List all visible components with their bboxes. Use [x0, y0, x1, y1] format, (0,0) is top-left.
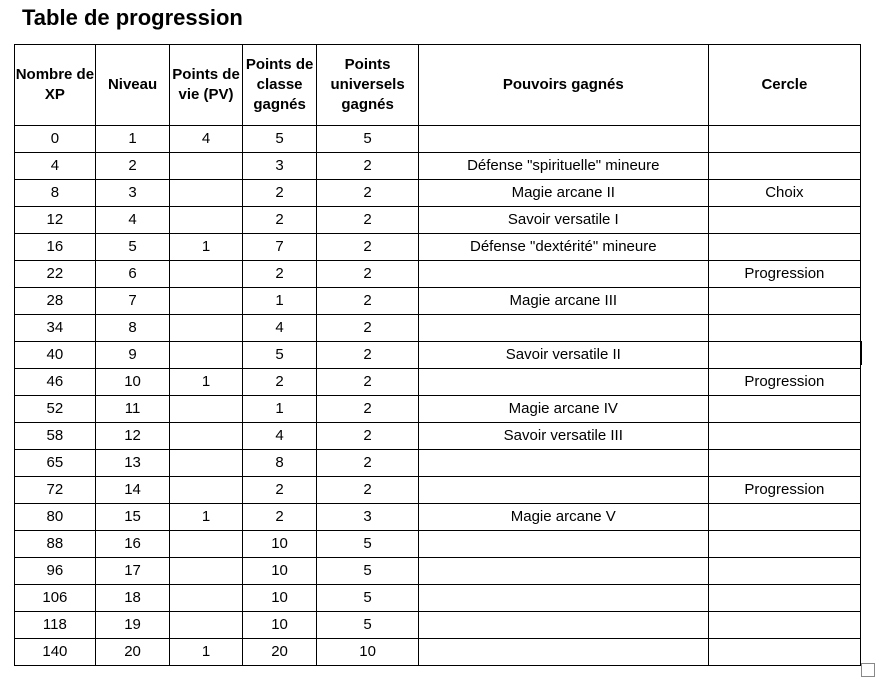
cell-cercle: [708, 585, 860, 612]
cell-xp: 140: [15, 639, 96, 666]
cell-xp: 34: [15, 315, 96, 342]
cell-pv: [170, 558, 242, 585]
cell-pv: 4: [170, 126, 242, 153]
table-row: [15, 477, 861, 504]
cell-pv: [170, 288, 242, 315]
cell-xp: 96: [15, 558, 96, 585]
cell-cercle: [708, 531, 860, 558]
cell-cercle: Progression: [708, 261, 860, 288]
cell-niveau: 2: [95, 153, 170, 180]
cell-xp: 8: [15, 180, 96, 207]
cell-pv: 1: [170, 639, 242, 666]
cell-cercle: [708, 342, 860, 369]
cell-classe: 2: [242, 261, 317, 288]
cell-pouvoir: [418, 639, 708, 666]
cell-niveau: 8: [95, 315, 170, 342]
cell-xp: 65: [15, 450, 96, 477]
table-row: [15, 126, 861, 153]
table-row: [15, 612, 861, 639]
cell-universels: 2: [317, 396, 418, 423]
cell-niveau: 19: [95, 612, 170, 639]
cell-pv: [170, 423, 242, 450]
cell-universels: 2: [317, 369, 418, 396]
cell-cercle: [708, 126, 860, 153]
cell-cercle: [708, 315, 860, 342]
cell-niveau: 6: [95, 261, 170, 288]
table-row: [15, 369, 861, 396]
cell-pv: [170, 261, 242, 288]
header-niveau: Niveau: [95, 45, 170, 126]
table-row: [15, 531, 861, 558]
cell-pv: 1: [170, 504, 242, 531]
cell-xp: 106: [15, 585, 96, 612]
cell-edge-mark: [861, 341, 862, 365]
cell-xp: 88: [15, 531, 96, 558]
header-pouvoirs: Pouvoirs gagnés: [418, 45, 708, 126]
cell-universels: 5: [317, 612, 418, 639]
cell-xp: 12: [15, 207, 96, 234]
cell-xp: 80: [15, 504, 96, 531]
cell-classe: 10: [242, 531, 317, 558]
progression-table: [14, 44, 861, 666]
cell-cercle: [708, 639, 860, 666]
cell-universels: 5: [317, 558, 418, 585]
cell-universels: 2: [317, 153, 418, 180]
cell-universels: 5: [317, 585, 418, 612]
cell-cercle: [708, 612, 860, 639]
cell-niveau: 4: [95, 207, 170, 234]
cell-classe: 10: [242, 612, 317, 639]
cell-classe: 10: [242, 558, 317, 585]
cell-cercle: [708, 288, 860, 315]
cell-pv: [170, 612, 242, 639]
cell-xp: 40: [15, 342, 96, 369]
cell-niveau: 9: [95, 342, 170, 369]
cell-cercle: [708, 396, 860, 423]
cell-universels: 5: [317, 531, 418, 558]
header-classe: Points de classe gagnés: [242, 45, 317, 126]
cell-classe: 10: [242, 585, 317, 612]
cell-cercle: Progression: [708, 477, 860, 504]
cell-pv: [170, 585, 242, 612]
cell-classe: 4: [242, 315, 317, 342]
cell-niveau: 12: [95, 423, 170, 450]
cell-pv: 1: [170, 234, 242, 261]
cell-pouvoir: [418, 558, 708, 585]
cell-universels: 2: [317, 234, 418, 261]
table-body: [15, 126, 861, 666]
cell-universels: 2: [317, 450, 418, 477]
cell-pouvoir: Magie arcane III: [418, 288, 708, 315]
cell-xp: 46: [15, 369, 96, 396]
cell-universels: 2: [317, 261, 418, 288]
cell-classe: 20: [242, 639, 317, 666]
cell-pouvoir: Magie arcane V: [418, 504, 708, 531]
cell-pouvoir: Magie arcane II: [418, 180, 708, 207]
cell-niveau: 15: [95, 504, 170, 531]
cell-pouvoir: [418, 531, 708, 558]
header-cercle: Cercle: [708, 45, 860, 126]
cell-pv: [170, 180, 242, 207]
table-row: [15, 207, 861, 234]
cell-cercle: [708, 234, 860, 261]
cell-xp: 118: [15, 612, 96, 639]
cell-universels: 2: [317, 423, 418, 450]
cell-niveau: 3: [95, 180, 170, 207]
cell-universels: 10: [317, 639, 418, 666]
cell-pv: [170, 315, 242, 342]
cell-classe: 2: [242, 180, 317, 207]
cell-pouvoir: [418, 369, 708, 396]
cell-classe: 3: [242, 153, 317, 180]
cell-pv: [170, 207, 242, 234]
table-row: [15, 639, 861, 666]
cell-pouvoir: [418, 261, 708, 288]
cell-niveau: 20: [95, 639, 170, 666]
cell-niveau: 5: [95, 234, 170, 261]
cell-cercle: Choix: [708, 180, 860, 207]
cell-cercle: [708, 558, 860, 585]
table-row: [15, 180, 861, 207]
cell-classe: 1: [242, 396, 317, 423]
cell-classe: 5: [242, 126, 317, 153]
cell-cercle: Progression: [708, 369, 860, 396]
table-resize-handle[interactable]: [861, 663, 875, 677]
cell-universels: 5: [317, 126, 418, 153]
cell-niveau: 1: [95, 126, 170, 153]
cell-universels: 2: [317, 180, 418, 207]
cell-universels: 2: [317, 315, 418, 342]
cell-classe: 2: [242, 477, 317, 504]
table-row: [15, 261, 861, 288]
cell-pv: [170, 153, 242, 180]
cell-classe: 2: [242, 207, 317, 234]
cell-pouvoir: Savoir versatile III: [418, 423, 708, 450]
cell-cercle: [708, 207, 860, 234]
cell-cercle: [708, 450, 860, 477]
cell-pv: [170, 396, 242, 423]
table-row: [15, 288, 861, 315]
cell-xp: 58: [15, 423, 96, 450]
table-row: [15, 315, 861, 342]
cell-pouvoir: [418, 315, 708, 342]
cell-pouvoir: Défense "dextérité" mineure: [418, 234, 708, 261]
cell-universels: 3: [317, 504, 418, 531]
table-row: [15, 234, 861, 261]
cell-classe: 8: [242, 450, 317, 477]
table-row: [15, 504, 861, 531]
table-header-row: [15, 45, 861, 126]
cell-niveau: 11: [95, 396, 170, 423]
cell-niveau: 18: [95, 585, 170, 612]
page-title: Table de progression: [22, 5, 243, 30]
cell-pv: 1: [170, 369, 242, 396]
cell-pouvoir: [418, 126, 708, 153]
table-row: [15, 396, 861, 423]
cell-xp: 0: [15, 126, 96, 153]
cell-pouvoir: [418, 450, 708, 477]
cell-universels: 2: [317, 288, 418, 315]
cell-niveau: 14: [95, 477, 170, 504]
cell-classe: 2: [242, 369, 317, 396]
cell-pouvoir: Savoir versatile I: [418, 207, 708, 234]
cell-xp: 52: [15, 396, 96, 423]
cell-cercle: [708, 504, 860, 531]
table-row: [15, 558, 861, 585]
cell-classe: 1: [242, 288, 317, 315]
cell-pouvoir: Magie arcane IV: [418, 396, 708, 423]
table-row: [15, 342, 861, 369]
table-row: [15, 423, 861, 450]
table-row: [15, 585, 861, 612]
cell-pv: [170, 477, 242, 504]
cell-niveau: 7: [95, 288, 170, 315]
cell-universels: 2: [317, 477, 418, 504]
cell-classe: 7: [242, 234, 317, 261]
cell-classe: 5: [242, 342, 317, 369]
cell-pouvoir: Savoir versatile II: [418, 342, 708, 369]
cell-universels: 2: [317, 342, 418, 369]
header-universels: Points universels gagnés: [317, 45, 418, 126]
cell-niveau: 17: [95, 558, 170, 585]
cell-pouvoir: [418, 612, 708, 639]
cell-universels: 2: [317, 207, 418, 234]
table-row: [15, 153, 861, 180]
cell-xp: 72: [15, 477, 96, 504]
cell-classe: 2: [242, 504, 317, 531]
table-row: [15, 450, 861, 477]
header-xp: Nombre de XP: [15, 45, 96, 126]
cell-pouvoir: [418, 585, 708, 612]
cell-xp: 22: [15, 261, 96, 288]
cell-cercle: [708, 423, 860, 450]
cell-pouvoir: Défense "spirituelle" mineure: [418, 153, 708, 180]
cell-classe: 4: [242, 423, 317, 450]
header-pv: Points de vie (PV): [170, 45, 242, 126]
cell-xp: 4: [15, 153, 96, 180]
cell-pv: [170, 531, 242, 558]
cell-xp: 16: [15, 234, 96, 261]
cell-niveau: 16: [95, 531, 170, 558]
cell-pv: [170, 450, 242, 477]
cell-niveau: 13: [95, 450, 170, 477]
cell-pv: [170, 342, 242, 369]
cell-pouvoir: [418, 477, 708, 504]
cell-cercle: [708, 153, 860, 180]
cell-niveau: 10: [95, 369, 170, 396]
cell-xp: 28: [15, 288, 96, 315]
